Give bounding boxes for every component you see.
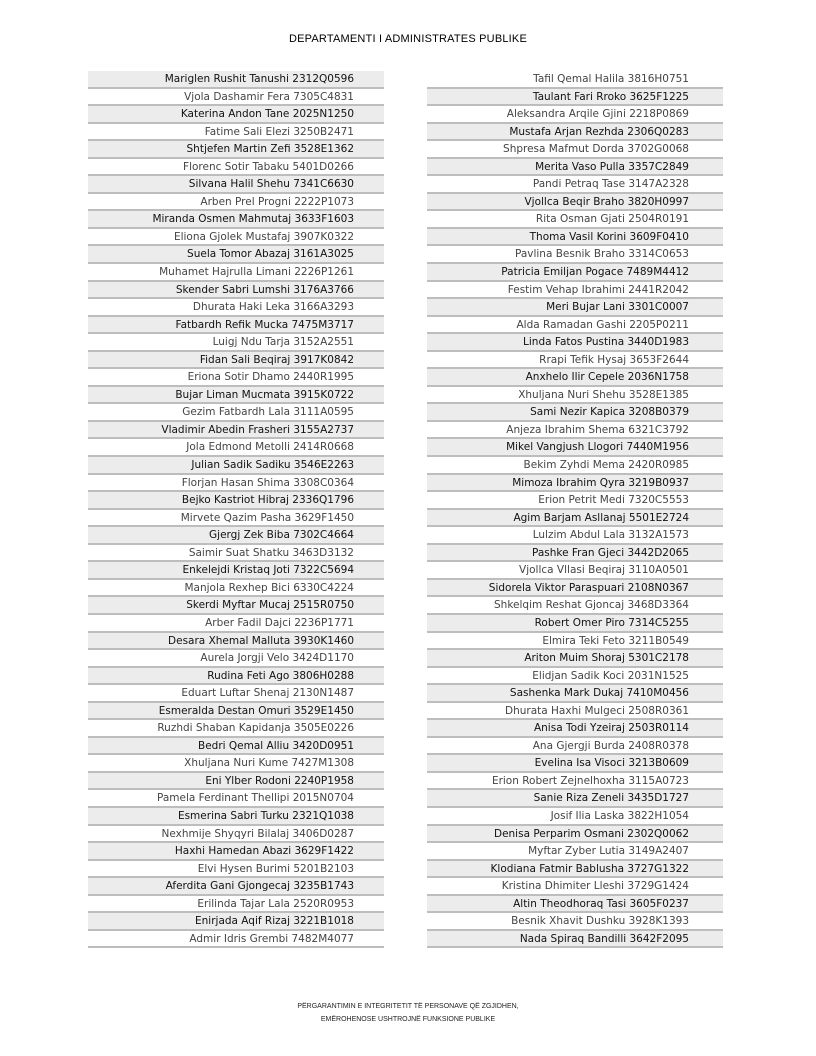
list-item: Mustafa Arjan Rezhda 2306Q0283 (427, 124, 723, 142)
list-item: Ariton Muim Shoraj 5301C2178 (427, 650, 723, 668)
list-item: Anisa Todi Yzeiraj 2503R0114 (427, 720, 723, 738)
list-item: Patricia Emiljan Pogace 7489M4412 (427, 264, 723, 282)
list-item: Bujar Liman Mucmata 3915K0722 (88, 387, 384, 405)
list-item: Arben Prel Progni 2222P1073 (88, 194, 384, 212)
list-item: Alda Ramadan Gashi 2205P0211 (427, 317, 723, 335)
list-item: Rudina Feti Ago 3806H0288 (88, 668, 384, 686)
list-item: Eni Ylber Rodoni 2240P1958 (88, 773, 384, 791)
list-item: Mikel Vangjush Llogori 7440M1956 (427, 439, 723, 457)
left-name-column (88, 71, 384, 948)
list-item: Luigj Ndu Tarja 3152A2551 (88, 334, 384, 352)
list-item: Skender Sabri Lumshi 3176A3766 (88, 282, 384, 300)
list-item: Fatime Sali Elezi 3250B2471 (88, 124, 384, 142)
list-item: Eriona Sotir Dhamo 2440R1995 (88, 369, 384, 387)
list-item: Admir Idris Grembi 7482M4077 (88, 931, 384, 949)
list-item: Gezim Fatbardh Lala 3111A0595 (88, 404, 384, 422)
list-item: Erion Petrit Medi 7320C5553 (427, 492, 723, 510)
list-item: Suela Tomor Abazaj 3161A3025 (88, 246, 384, 264)
list-item: Rrapi Tefik Hysaj 3653F2644 (427, 352, 723, 370)
list-item: Florenc Sotir Tabaku 5401D0266 (88, 159, 384, 177)
footer (0, 1000, 816, 1026)
list-item: Elmira Teki Feto 3211B0549 (427, 633, 723, 651)
list-item: Evelina Isa Visoci 3213B0609 (427, 755, 723, 773)
list-item: Nexhmije Shyqyri Bilalaj 3406D0287 (88, 826, 384, 844)
list-item: Gjergj Zek Biba 7302C4664 (88, 527, 384, 545)
page-title: DEPARTAMENTI I ADMINISTRATES PUBLIKE (288, 33, 528, 45)
list-item: Kristina Dhimiter Lleshi 3729G1424 (427, 878, 723, 896)
list-item: Rita Osman Gjati 2504R0191 (427, 211, 723, 229)
list-item: Vjola Dashamir Fera 7305C4831 (88, 89, 384, 107)
list-item: Sidorela Viktor Paraspuari 2108N0367 (427, 580, 723, 598)
list-item: Florjan Hasan Shima 3308C0364 (88, 475, 384, 493)
list-item: Sanie Riza Zeneli 3435D1727 (427, 790, 723, 808)
list-item: Bedri Qemal Alliu 3420D0951 (88, 738, 384, 756)
list-item: Mimoza Ibrahim Qyra 3219B0937 (427, 475, 723, 493)
list-item: Esmerina Sabri Turku 2321Q1038 (88, 808, 384, 826)
list-item: Anxhelo Ilir Cepele 2036N1758 (427, 369, 723, 387)
list-item: Arber Fadil Dajci 2236P1771 (88, 615, 384, 633)
list-item: Bekim Zyhdi Mema 2420R0985 (427, 457, 723, 475)
list-item: Besnik Xhavit Dushku 3928K1393 (427, 913, 723, 931)
list-item: Skerdi Myftar Mucaj 2515R0750 (88, 597, 384, 615)
list-item: Aferdita Gani Gjongecaj 3235B1743 (88, 878, 384, 896)
list-item: Desara Xhemal Malluta 3930K1460 (88, 633, 384, 651)
list-item: Pandi Petraq Tase 3147A2328 (427, 176, 723, 194)
list-item: Vladimir Abedin Frasheri 3155A2737 (88, 422, 384, 440)
list-item: Linda Fatos Pustina 3440D1983 (427, 334, 723, 352)
list-item: Erilinda Tajar Lala 2520R0953 (88, 896, 384, 914)
list-item: Altin Theodhoraq Tasi 3605F0237 (427, 896, 723, 914)
list-item: Klodiana Fatmir Bablusha 3727G1322 (427, 861, 723, 879)
list-item: Eduart Luftar Shenaj 2130N1487 (88, 685, 384, 703)
list-item: Robert Omer Piro 7314C5255 (427, 615, 723, 633)
list-item: Shkelqim Reshat Gjoncaj 3468D3364 (427, 597, 723, 615)
footer-line-1: PËRGARANTIMIN E INTEGRITETIT TË PERSONAVE QË ZGJIDHEN, (297, 1003, 519, 1010)
list-item: Sashenka Mark Dukaj 7410M0456 (427, 685, 723, 703)
list-item: Anjeza Ibrahim Shema 6321C3792 (427, 422, 723, 440)
list-item: Thoma Vasil Korini 3609F0410 (427, 229, 723, 247)
list-item: Saimir Suat Shatku 3463D3132 (88, 545, 384, 563)
list-item: Aleksandra Arqile Gjini 2218P0869 (427, 106, 723, 124)
list-item: Shtjefen Martin Zefi 3528E1362 (88, 141, 384, 159)
list-item: Xhuljana Nuri Kume 7427M1308 (88, 755, 384, 773)
list-item: Bejko Kastriot Hibraj 2336Q1796 (88, 492, 384, 510)
list-item: Dhurata Haki Leka 3166A3293 (88, 299, 384, 317)
list-item: Fatbardh Refik Mucka 7475M3717 (88, 317, 384, 335)
list-item: Muhamet Hajrulla Limani 2226P1261 (88, 264, 384, 282)
list-item: Denisa Perparim Osmani 2302Q0062 (427, 826, 723, 844)
list-item: Merita Vaso Pulla 3357C2849 (427, 159, 723, 177)
list-item: Tafil Qemal Halila 3816H0751 (427, 71, 723, 89)
list-item: Elvi Hysen Burimi 5201B2103 (88, 861, 384, 879)
list-item: Josif Ilia Laska 3822H1054 (427, 808, 723, 826)
list-item: Miranda Osmen Mahmutaj 3633F1603 (88, 211, 384, 229)
footer-line-2: EMËROHENOSE USHTROJNË FUNKSIONE PUBLIKE (320, 1016, 496, 1023)
list-item: Manjola Rexhep Bici 6330C4224 (88, 580, 384, 598)
list-item: Enkelejdi Kristaq Joti 7322C5694 (88, 562, 384, 580)
list-item: Nada Spiraq Bandilli 3642F2095 (427, 931, 723, 949)
list-item: Mariglen Rushit Tanushi 2312Q0596 (88, 71, 384, 89)
list-item: Esmeralda Destan Omuri 3529E1450 (88, 703, 384, 721)
list-item: Sami Nezir Kapica 3208B0379 (427, 404, 723, 422)
list-item: Katerina Andon Tane 2025N1250 (88, 106, 384, 124)
list-item: Julian Sadik Sadiku 3546E2263 (88, 457, 384, 475)
list-item: Aurela Jorgji Velo 3424D1170 (88, 650, 384, 668)
list-item: Dhurata Haxhi Mulgeci 2508R0361 (427, 703, 723, 721)
list-item: Pavlina Besnik Braho 3314C0653 (427, 246, 723, 264)
list-item: Pamela Ferdinant Thellipi 2015N0704 (88, 790, 384, 808)
list-item: Taulant Fari Rroko 3625F1225 (427, 89, 723, 107)
list-item: Ruzhdi Shaban Kapidanja 3505E0226 (88, 720, 384, 738)
list-item: Haxhi Hamedan Abazi 3629F1422 (88, 843, 384, 861)
list-item: Pashke Fran Gjeci 3442D2065 (427, 545, 723, 563)
list-item: Fidan Sali Beqiraj 3917K0842 (88, 352, 384, 370)
list-item: Vjollca Vllasi Beqiraj 3110A0501 (427, 562, 723, 580)
list-item: Elidjan Sadik Koci 2031N1525 (427, 668, 723, 686)
list-item: Vjollca Beqir Braho 3820H0997 (427, 194, 723, 212)
list-item: Erion Robert Zejnelhoxha 3115A0723 (427, 773, 723, 791)
list-item: Agim Barjam Asllanaj 5501E2724 (427, 510, 723, 528)
list-item: Myftar Zyber Lutia 3149A2407 (427, 843, 723, 861)
right-name-column (427, 71, 723, 948)
list-item: Silvana Halil Shehu 7341C6630 (88, 176, 384, 194)
list-item: Xhuljana Nuri Shehu 3528E1385 (427, 387, 723, 405)
list-item: Mirvete Qazim Pasha 3629F1450 (88, 510, 384, 528)
list-item: Meri Bujar Lani 3301C0007 (427, 299, 723, 317)
list-item: Lulzim Abdul Lala 3132A1573 (427, 527, 723, 545)
list-item: Ana Gjergji Burda 2408R0378 (427, 738, 723, 756)
list-item: Eliona Gjolek Mustafaj 3907K0322 (88, 229, 384, 247)
list-item: Shpresa Mafmut Dorda 3702G0068 (427, 141, 723, 159)
list-item: Festim Vehap Ibrahimi 2441R2042 (427, 282, 723, 300)
list-item: Enirjada Aqif Rizaj 3221B1018 (88, 913, 384, 931)
list-item: Jola Edmond Metolli 2414R0668 (88, 439, 384, 457)
